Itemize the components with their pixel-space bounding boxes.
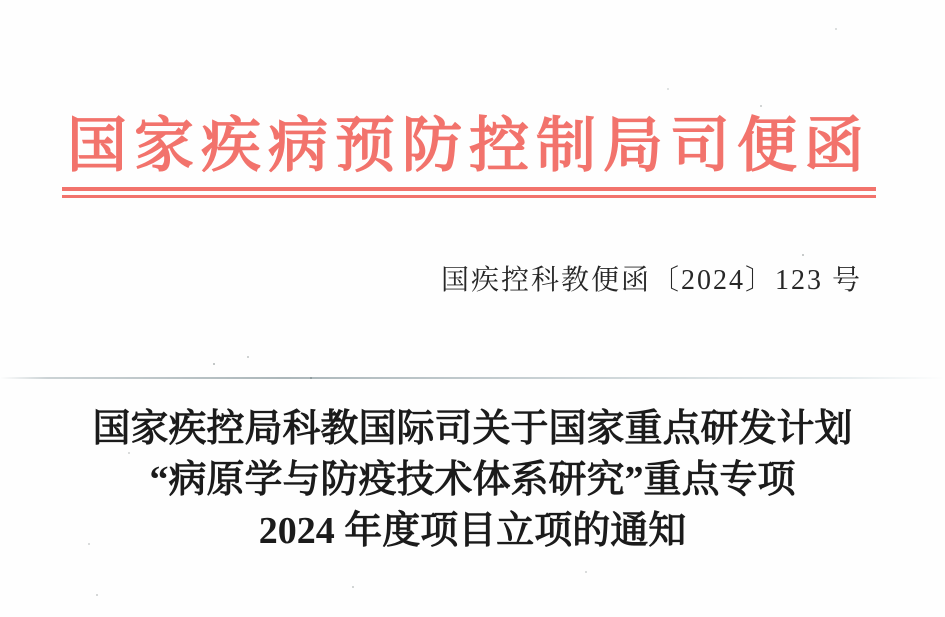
scan-fold-line — [0, 377, 945, 379]
scan-noise — [0, 0, 2, 2]
letterhead-title: 国家疾病预防控制局司便函 — [67, 113, 871, 179]
notice-title-line-3: 2024 年度项目立项的通知 — [258, 510, 687, 552]
notice-title-line-2: “病原学与防疫技术体系研究”重点专项 — [149, 459, 796, 501]
notice-title-line-1: 国家疾控局科教国际司关于国家重点研发计划 — [92, 408, 853, 450]
notice-title — [0, 404, 945, 557]
letterhead-double-rule-top — [62, 187, 876, 191]
reference-number: 国疾控科教便函〔2024〕123 号 — [441, 265, 863, 296]
letterhead-double-rule-bottom — [62, 195, 876, 198]
